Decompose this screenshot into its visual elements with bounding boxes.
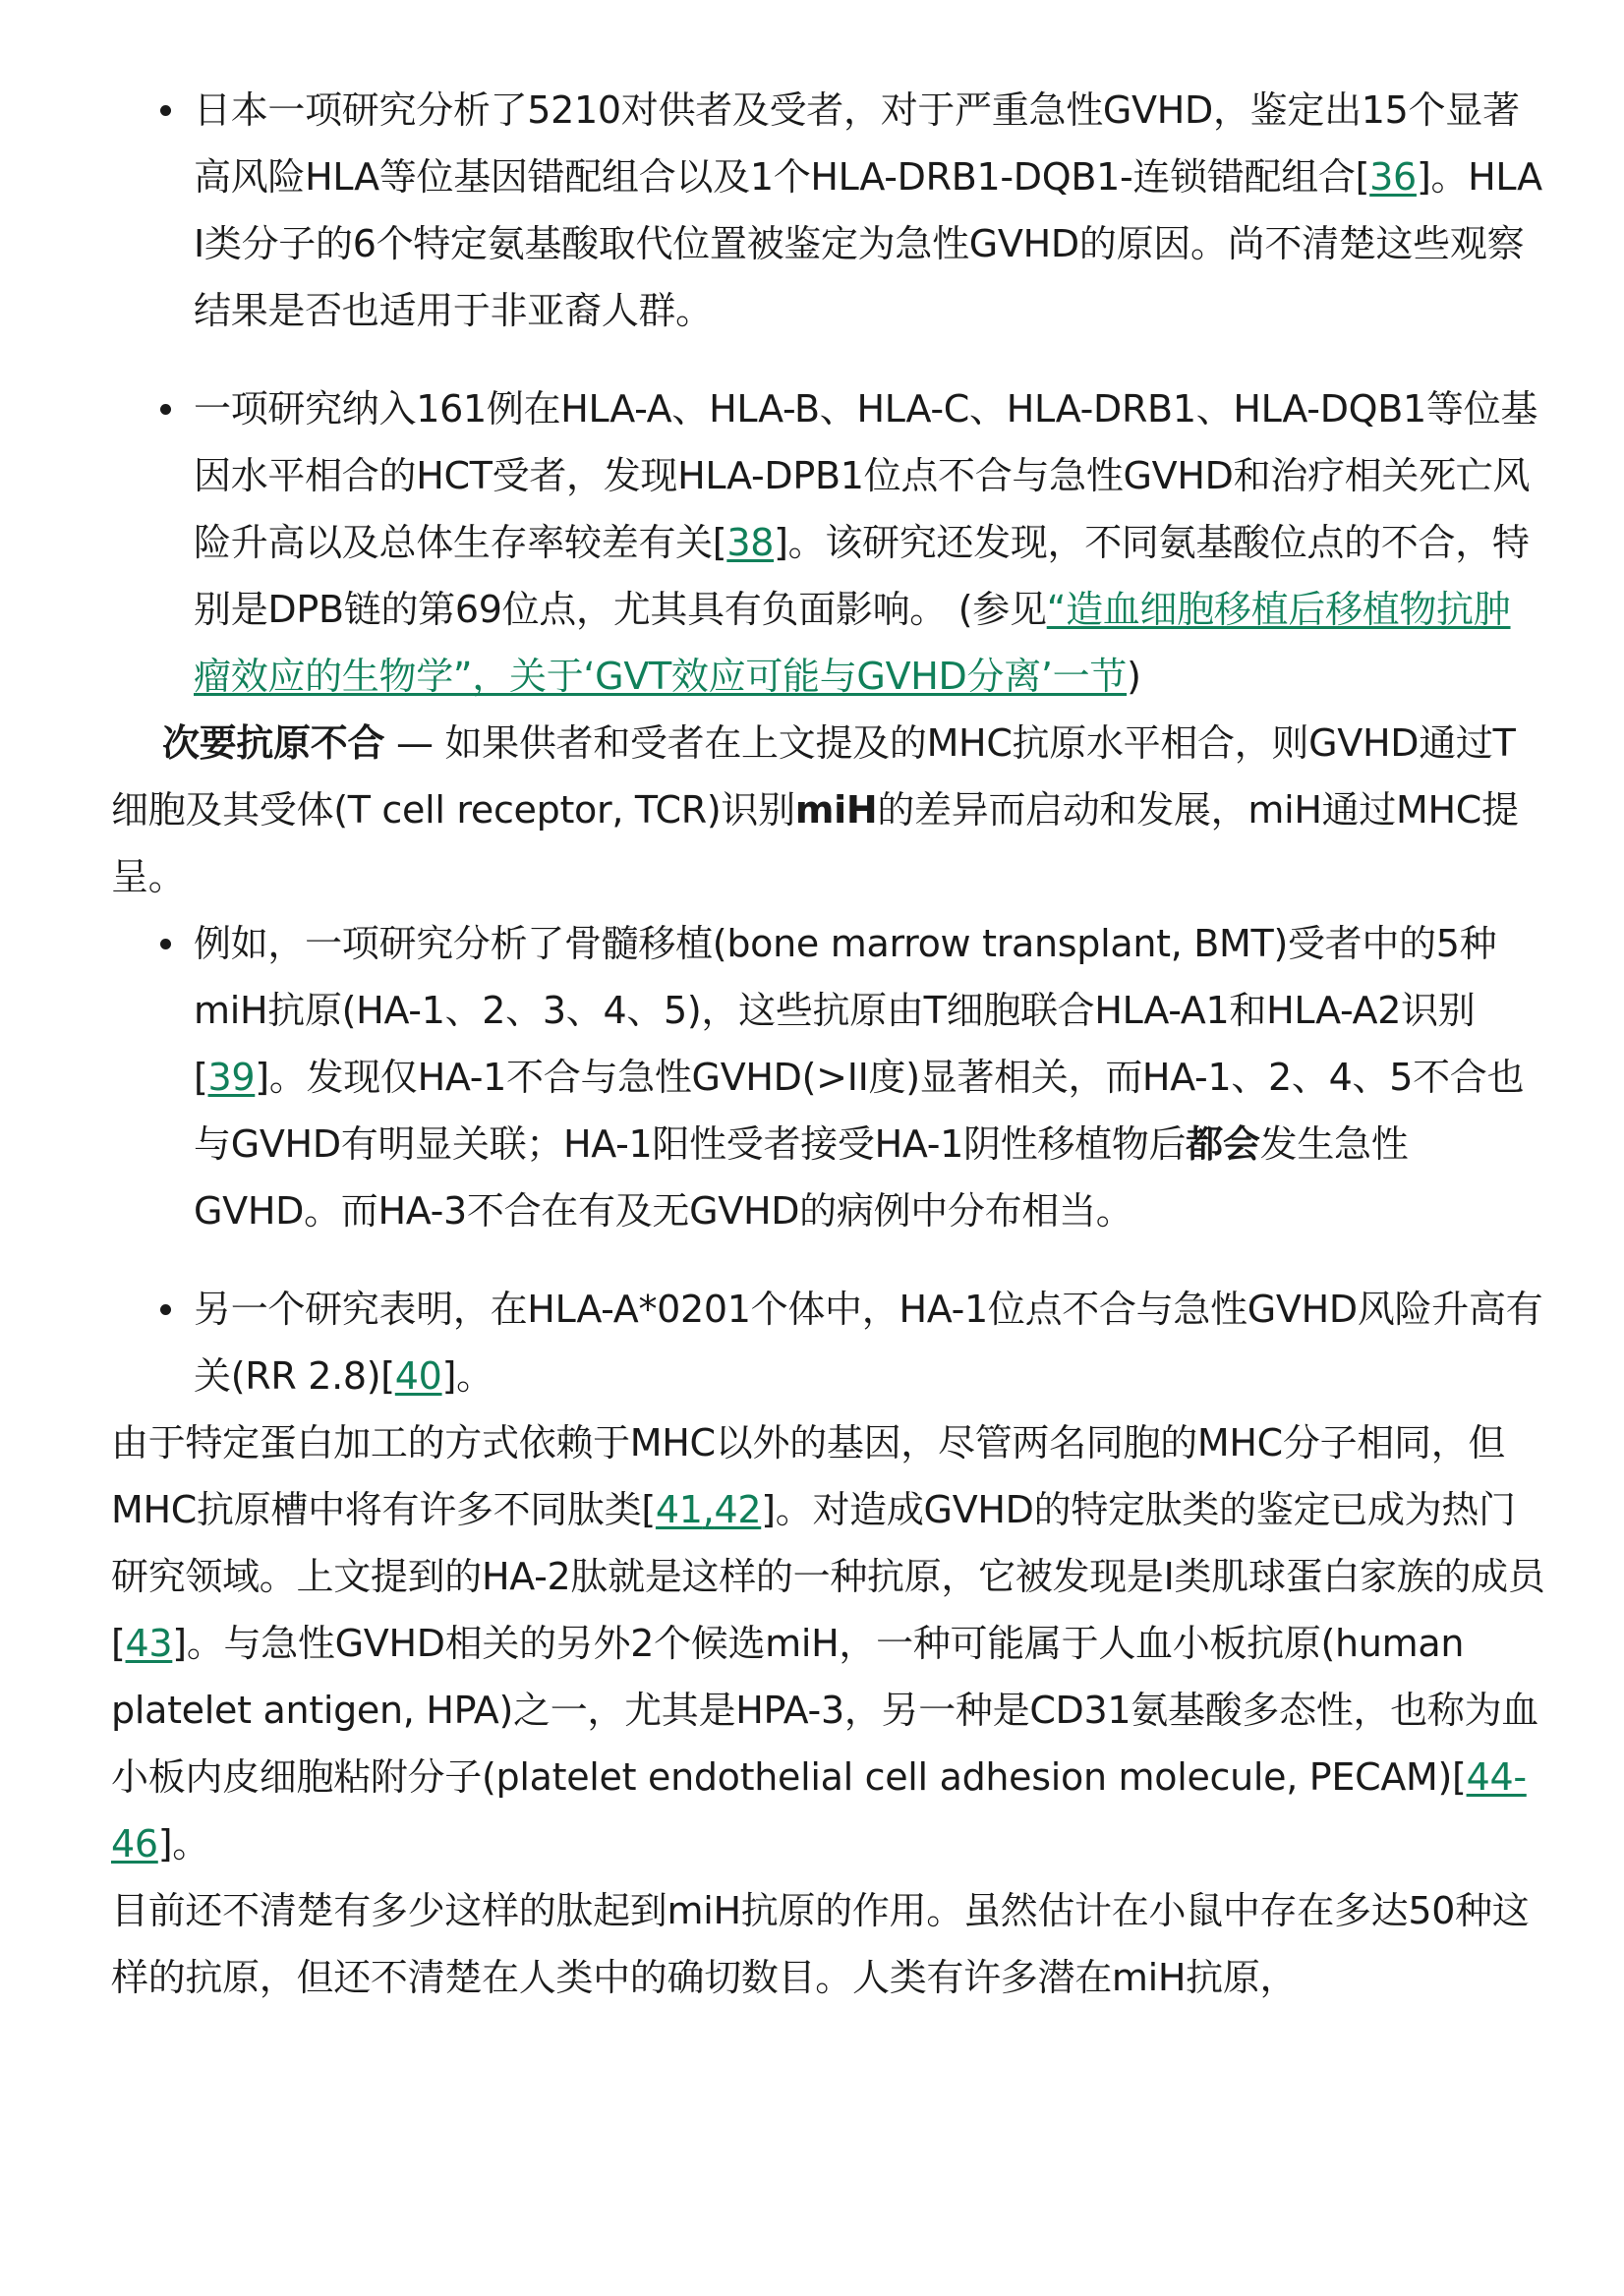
reference-link[interactable]: 41 (655, 1488, 703, 1531)
reference-link[interactable]: 44-46 (111, 1755, 1527, 1866)
reference-link[interactable]: 39 (207, 1056, 256, 1099)
peptide-paragraph: 由于特定蛋白加工的方式依赖于MHC以外的基因，尽管两名同胞的MHC分子相同，但MHC抗原槽中将有许多不同肽类[41,42]。对造成GVHD的特定肽类的鉴定已成为热门研究领域。上文提到的HA-2肽就是这样的一种抗原，它被发现是I类肌球蛋白家族的成员[43]。与急性GVHD相关的另外2个候选miH，一种可能属于人血小板抗原(human platelet antigen, HPA)之一，尤其是HPA-3，另一种是CD31氨基酸多态性，也称为血小板内皮细胞粘附分子(platelet endothelial cell adhesion molecule, PECAM)[44-46]。 (111, 1421, 1545, 1866)
topic-link[interactable]: “造血细胞移植后移植物抗肿瘤效应的生物学”，关于‘GVT效应可能与GVHD分离’一节 (194, 588, 1511, 698)
reference-link[interactable]: 40 (394, 1354, 442, 1398)
list-item: 例如，一项研究分析了骨髓移植(bone marrow transplant, BMT)受者中的5种miH抗原(HA-1、2、3、4、5)，这些抗原由T细胞联合HLA-A1和HLA-A2识别[39]。发现仅HA-1不合与急性GVHD(>II度)显著相关，而HA-1、2、4、5不合也与GVHD有明显关联；HA-1阳性受者接受HA-1阴性移植物后都会发生急性GVHD。而HA-3不合在有及无GVHD的病例中分布相当。 (111, 910, 1545, 1244)
list-item: 另一个研究表明，在HLA-A*0201个体中，HA-1位点不合与急性GVHD风险升高有关(RR 2.8)[40]。 (111, 1276, 1545, 1409)
mih-bullet-list (111, 910, 1545, 1409)
bullet-icon (160, 1304, 171, 1315)
list-item: 一项研究纳入161例在HLA-A、HLA-B、HLA-C、HLA-DRB1、HLA-DQB1等位基因水平相合的HCT受者，发现HLA-DPB1位点不合与急性GVHD和治疗相关死亡风险升高以及总体生存率较差有关[38]。该研究还发现，不同氨基酸位点的不合，特别是DPB链的第69位点，尤其具有负面影响。 (参见“造血细胞移植后移植物抗肿瘤效应的生物学”，关于‘GVT效应可能与GVHD分离’一节) (111, 375, 1545, 710)
reference-link[interactable]: 36 (1369, 155, 1417, 199)
reference-link[interactable]: 38 (726, 521, 775, 564)
bullet-icon (160, 404, 171, 415)
list-item: 日本一项研究分析了5210对供者及受者，对于严重急性GVHD，鉴定出15个显著高风险HLA等位基因错配组合以及1个HLA-DRB1-DQB1-连锁错配组合[36]。HLA I类分子的6个特定氨基酸取代位置被鉴定为急性GVHD的原因。尚不清楚这些观察结果是否也适用于非亚裔人群。 (111, 77, 1545, 344)
reference-link[interactable]: 43 (125, 1622, 173, 1665)
bullet-icon (160, 939, 171, 949)
bullet-icon (160, 105, 171, 116)
hla-bullet-list (111, 77, 1545, 710)
mih-count-paragraph: 目前还不清楚有多少这样的肽起到miH抗原的作用。虽然估计在小鼠中存在多达50种这样的抗原，但还不清楚在人类中的确切数目。人类有许多潜在miH抗原， (111, 1889, 1530, 1999)
reference-link[interactable]: 42 (714, 1488, 762, 1531)
section-heading: 次要抗原不合 (162, 721, 385, 765)
minor-antigen-paragraph: 次要抗原不合 — 如果供者和受者在上文提及的MHC抗原水平相合，则GVHD通过T细胞及其受体(T cell receptor, TCR)识别miH的差异而启动和发展，miH通过MHC提呈。 (111, 721, 1519, 898)
